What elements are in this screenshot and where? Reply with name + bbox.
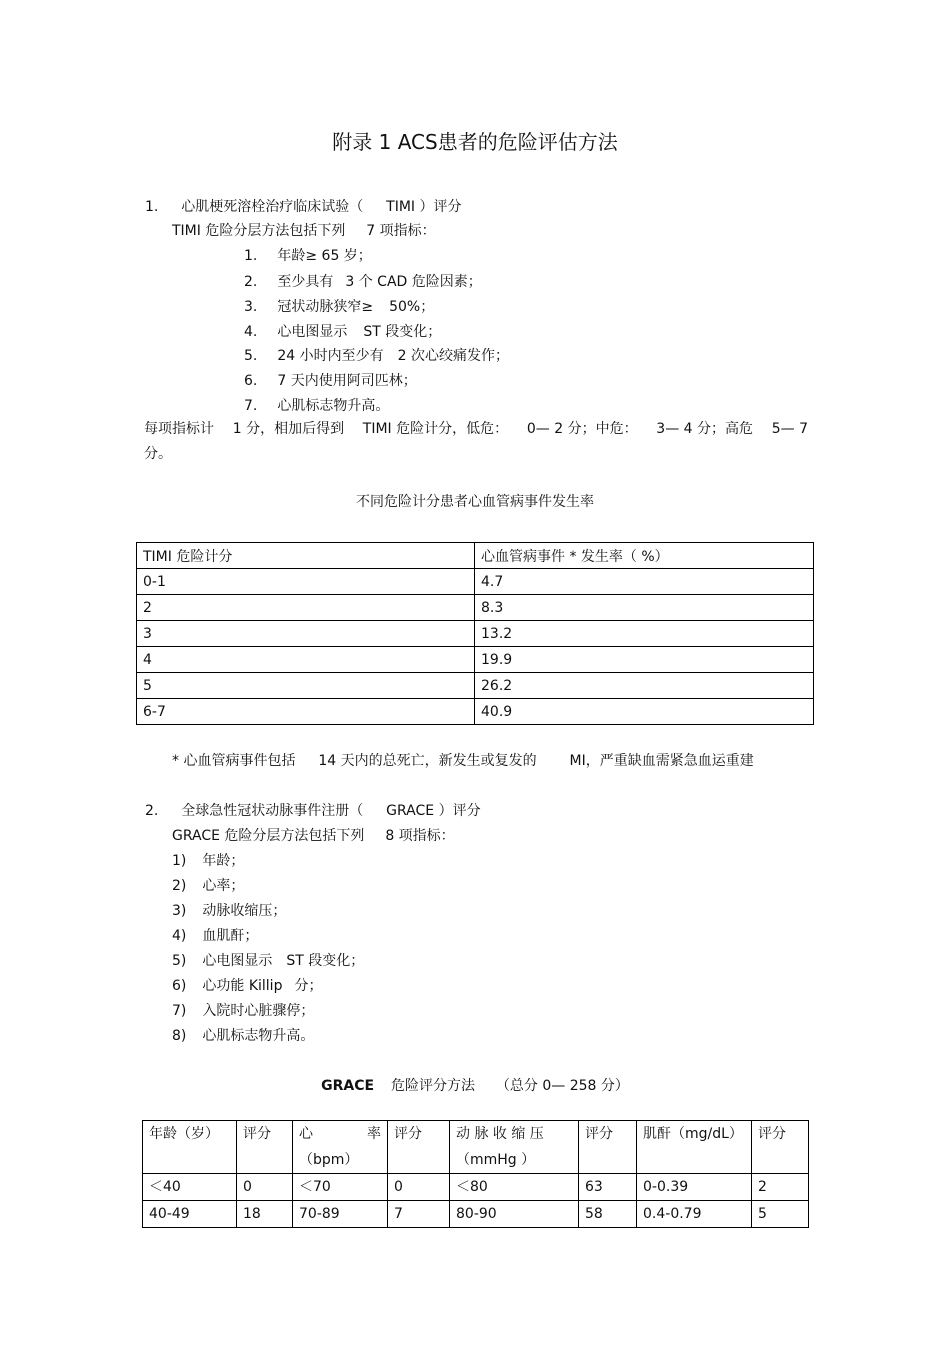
footnote-text: * 心血管病事件包括 xyxy=(172,753,296,769)
list-item-number: 1. xyxy=(244,248,258,264)
grace-item-6 xyxy=(172,976,322,996)
grace-item-3 xyxy=(172,901,286,921)
timi-table-caption: 不同危险计分患者心血管病事件发生率 xyxy=(356,494,594,510)
timi-item-6 xyxy=(244,371,417,391)
grace-intro-text: GRACE 危险分层方法包括下列 xyxy=(172,828,365,844)
list-item-text-cont: ST 段变化； xyxy=(363,324,442,340)
grace-item-8 xyxy=(172,1026,314,1046)
list-item-number: 5. xyxy=(244,348,258,364)
grace-heading xyxy=(145,801,481,821)
list-item-number: 3. xyxy=(244,299,258,315)
list-item-text-cont: 50%； xyxy=(389,299,435,315)
table-row xyxy=(137,673,814,699)
grace-heading-number: 2. xyxy=(145,803,159,819)
hr-header-char: 率 xyxy=(367,1126,381,1142)
table-header-row xyxy=(143,1121,809,1174)
scoring-segment: TIMI 危险计分，低危： xyxy=(362,421,509,437)
list-item-number: 4. xyxy=(244,324,258,340)
grace-caption-text: 危险评分方法 xyxy=(390,1078,475,1094)
table-cell: 13.2 xyxy=(475,621,814,647)
table-header-cell: 评分 xyxy=(752,1121,809,1174)
table-row xyxy=(137,699,814,725)
table-cell: ＜40 xyxy=(143,1174,237,1201)
table-cell: 58 xyxy=(579,1201,637,1228)
scoring-segment: 3— 4 分；高危 xyxy=(656,421,754,437)
scoring-segment: 每项指标计 xyxy=(144,421,214,437)
list-item-text: 冠状动脉狭窄≥ xyxy=(277,299,374,315)
table-cell: 8.3 xyxy=(475,595,814,621)
table-cell: 7 xyxy=(388,1201,450,1228)
hr-header-char: 心 xyxy=(299,1126,313,1142)
scoring-segment: 5— 7 xyxy=(771,421,808,437)
list-item-text: 动脉收缩压； xyxy=(202,903,287,919)
table-header-cell: 评分 xyxy=(237,1121,293,1174)
timi-footnote xyxy=(172,751,754,771)
table-header-cell: 心血管病事件 * 发生率（ %） xyxy=(475,543,814,569)
timi-intro-text: TIMI 危险分层方法包括下列 xyxy=(172,223,346,239)
list-item-text-cont: 分； xyxy=(294,978,323,994)
table-header-cell: TIMI 危险计分 xyxy=(137,543,475,569)
list-item-number: 5) xyxy=(172,953,187,969)
table-header-cell: 评分 xyxy=(579,1121,637,1174)
table-cell: ＜80 xyxy=(450,1174,579,1201)
table-row xyxy=(143,1174,809,1201)
grace-intro-count: 8 项指标： xyxy=(385,828,455,844)
list-item-text: 24 小时内至少有 xyxy=(277,348,384,364)
table-header-cell: 评分 xyxy=(388,1121,450,1174)
table-cell: 6-7 xyxy=(137,699,475,725)
table-cell: 19.9 xyxy=(475,647,814,673)
list-item-text: 心功能 Killip xyxy=(202,978,283,994)
list-item-text-cont: ST 段变化； xyxy=(286,953,365,969)
grace-intro xyxy=(172,826,455,846)
table-cell: 26.2 xyxy=(475,673,814,699)
timi-table xyxy=(136,542,814,725)
timi-heading-abbr: TIMI ）评分 xyxy=(386,199,462,215)
list-item-number: 7) xyxy=(172,1003,187,1019)
table-cell: 70-89 xyxy=(293,1201,388,1228)
hr-header-unit: （bpm） xyxy=(299,1152,359,1168)
table-cell: 4 xyxy=(137,647,475,673)
list-item-number: 1) xyxy=(172,853,187,869)
timi-item-4 xyxy=(244,322,441,342)
list-item-text-cont: 3 个 CAD 危险因素； xyxy=(345,274,482,290)
list-item-text: 至少具有 xyxy=(277,274,334,290)
list-item-text-cont: 2 次心绞痛发作； xyxy=(397,348,509,364)
list-item-number: 2. xyxy=(244,274,258,290)
list-item-number: 6) xyxy=(172,978,187,994)
scoring-segment: 0— 2 分；中危： xyxy=(526,421,638,437)
grace-heading-abbr: GRACE ）评分 xyxy=(386,803,481,819)
list-item-text: 心电图显示 xyxy=(202,953,273,969)
sbp-header-label: 动 脉 收 缩 压 xyxy=(456,1126,544,1142)
scoring-segment: 1 分，相加后得到 xyxy=(232,421,345,437)
list-item-text: 年龄≥ 65 岁； xyxy=(277,248,372,264)
grace-item-5 xyxy=(172,951,364,971)
list-item-number: 7. xyxy=(244,398,258,414)
list-item-text: 心率； xyxy=(202,878,245,894)
table-cell: 0-0.39 xyxy=(637,1174,752,1201)
table-cell: 0.4-0.79 xyxy=(637,1201,752,1228)
timi-item-1 xyxy=(244,246,372,266)
timi-item-7 xyxy=(244,396,389,416)
timi-item-5 xyxy=(244,346,509,366)
table-cell: 5 xyxy=(752,1201,809,1228)
table-cell: 5 xyxy=(137,673,475,699)
timi-intro xyxy=(172,221,436,241)
list-item-text: 心电图显示 xyxy=(277,324,348,340)
table-cell: 0-1 xyxy=(137,569,475,595)
table-cell: 3 xyxy=(137,621,475,647)
sbp-header-unit: （mmHg ） xyxy=(456,1152,536,1168)
hr-header-line xyxy=(299,1121,381,1147)
timi-intro-count: 7 项指标： xyxy=(366,223,436,239)
list-item-number: 6. xyxy=(244,373,258,389)
table-row xyxy=(137,595,814,621)
table-header-cell xyxy=(293,1121,388,1174)
table-cell: 18 xyxy=(237,1201,293,1228)
timi-scoring-line-2: 分。 xyxy=(144,446,172,462)
list-item-number: 3) xyxy=(172,903,187,919)
list-item-text: 入院时心脏骤停； xyxy=(202,1003,315,1019)
list-item-text: 血肌酐； xyxy=(202,928,259,944)
timi-heading-text: 心肌梗死溶栓治疗临床试验（ xyxy=(181,199,364,215)
timi-heading-number: 1. xyxy=(145,199,159,215)
table-header-cell: 肌酐（mg/dL） xyxy=(637,1121,752,1174)
list-item-text: 心肌标志物升高。 xyxy=(202,1028,315,1044)
table-cell: ＜70 xyxy=(293,1174,388,1201)
table-header-cell: 年龄（岁） xyxy=(143,1121,237,1174)
grace-item-7 xyxy=(172,1001,314,1021)
table-cell: 40-49 xyxy=(143,1201,237,1228)
table-cell: 63 xyxy=(579,1174,637,1201)
timi-scoring-line xyxy=(144,419,808,439)
grace-item-1 xyxy=(172,851,244,871)
table-cell: 0 xyxy=(388,1174,450,1201)
grace-item-4 xyxy=(172,926,258,946)
timi-item-2 xyxy=(244,272,482,292)
grace-item-2 xyxy=(172,876,244,896)
table-header-cell xyxy=(450,1121,579,1174)
timi-heading xyxy=(145,197,462,217)
table-cell: 0 xyxy=(237,1174,293,1201)
grace-heading-text: 全球急性冠状动脉事件注册（ xyxy=(181,803,364,819)
footnote-text: MI，严重缺血需紧急血运重建 xyxy=(569,753,754,769)
footnote-text: 14 天内的总死亡，新发生或复发的 xyxy=(318,753,537,769)
list-item-number: 8) xyxy=(172,1028,187,1044)
table-row xyxy=(137,621,814,647)
table-cell: 40.9 xyxy=(475,699,814,725)
table-row xyxy=(137,647,814,673)
table-row xyxy=(137,569,814,595)
list-item-text: 年龄； xyxy=(202,853,245,869)
list-item-text: 7 天内使用阿司匹林； xyxy=(277,373,417,389)
table-row xyxy=(143,1201,809,1228)
table-cell: 80-90 xyxy=(450,1201,579,1228)
timi-item-3 xyxy=(244,297,434,317)
page-title: 附录 1 ACS患者的危险评估方法 xyxy=(332,130,618,154)
grace-table-caption xyxy=(0,1076,950,1096)
table-cell: 2 xyxy=(137,595,475,621)
table-header-row xyxy=(137,543,814,569)
grace-table xyxy=(142,1120,809,1228)
list-item-text: 心肌标志物升高。 xyxy=(277,398,390,414)
grace-caption-bold: GRACE xyxy=(321,1078,375,1094)
table-cell: 4.7 xyxy=(475,569,814,595)
list-item-number: 2) xyxy=(172,878,187,894)
grace-caption-total: （总分 0— 258 分） xyxy=(495,1078,629,1094)
list-item-number: 4) xyxy=(172,928,187,944)
table-cell: 2 xyxy=(752,1174,809,1201)
